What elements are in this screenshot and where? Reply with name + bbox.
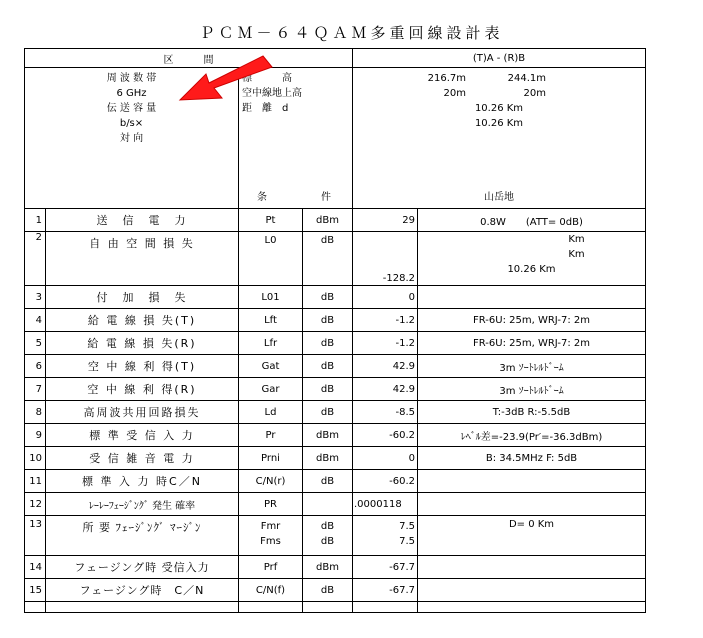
row-item: 送 信 電 力 <box>46 209 239 232</box>
row-number: 7 <box>25 378 46 401</box>
capacity-label: 伝 送 容 量 <box>106 103 157 114</box>
row-item: フェージング時 受信入力 <box>46 556 239 579</box>
row-value: -60.2 <box>353 470 418 493</box>
row-symbol: C/N(f) <box>239 579 303 602</box>
row-note: 3m ｿｰﾄﾚﾙﾄﾞｰﾑ <box>418 378 646 401</box>
row-unit: dB <box>303 232 353 286</box>
row-number: 8 <box>25 401 46 424</box>
distance-label: 距 離 d <box>242 103 289 114</box>
row-item: 自 由 空 間 損 失 <box>46 232 239 286</box>
row-value: 29 <box>353 209 418 232</box>
row-symbol: PR <box>239 493 303 516</box>
row-symbol: Pr <box>239 424 303 447</box>
row-number: 14 <box>25 556 46 579</box>
note-line: Km <box>568 249 585 260</box>
row-number: 6 <box>25 355 46 378</box>
row-note: D= 0 Km <box>418 516 646 556</box>
row-item: 所 要 ﾌｪｰｼﾞﾝｸﾞ ﾏｰｼﾞﾝ <box>46 516 239 556</box>
row-number: 3 <box>25 286 46 309</box>
distance-value-2: 10.26 Km <box>474 118 524 129</box>
row-unit: dBm <box>303 556 353 579</box>
row-note: 0.8W (ATT= 0dB) <box>418 209 646 232</box>
row-unit: dB <box>303 470 353 493</box>
note-line: Km <box>568 234 585 245</box>
row-item: 付 加 損 失 <box>46 286 239 309</box>
row-item: 給 電 線 損 失(T) <box>46 309 239 332</box>
row-symbol: Gat <box>239 355 303 378</box>
row-symbol: Lfr <box>239 332 303 355</box>
unit-line: dB <box>320 535 335 547</box>
row-note: ﾚﾍﾞﾙ差=-23.9(Pr′=-36.3dBm) <box>418 424 646 447</box>
row-item: ﾚｰﾚｰﾌｪｰｼﾞﾝｸﾞ 発生 確率 <box>46 493 239 516</box>
row-unit: dBm <box>303 447 353 470</box>
row-value: -1.2 <box>353 309 418 332</box>
row-item: フェージング時 C／N <box>46 579 239 602</box>
elev-a: 216.7m <box>427 73 466 84</box>
row-number: 2 <box>25 232 46 286</box>
row-item: 標 準 入 力 時C／N <box>46 470 239 493</box>
row-item: 給 電 線 損 失(R) <box>46 332 239 355</box>
row-value: 42.9 <box>353 378 418 401</box>
row-note: 3m ｿｰﾄﾚﾙﾄﾞｰﾑ <box>418 355 646 378</box>
row-note: FR-6U: 25m, WRJ-7: 2m <box>418 309 646 332</box>
row-symbol: Pt <box>239 209 303 232</box>
row-symbol: Gar <box>239 378 303 401</box>
row-symbol: C/N(r) <box>239 470 303 493</box>
elevation-label: 標 高 <box>242 73 292 84</box>
row-number: 10 <box>25 447 46 470</box>
row-number: 5 <box>25 332 46 355</box>
route-label: (T)A - (R)B <box>353 49 646 68</box>
row-unit: dBm <box>303 424 353 447</box>
row-item: 空 中 線 利 得(R) <box>46 378 239 401</box>
ant-b: 20m <box>523 88 546 99</box>
row-value: -67.7 <box>353 556 418 579</box>
value-line: 7.5 <box>399 535 415 547</box>
row-value: -67.7 <box>353 579 418 602</box>
distance-value: 10.26 Km <box>474 103 524 114</box>
row-number: 13 <box>25 516 46 556</box>
value-line: 7.5 <box>399 520 415 532</box>
page-title: ＰＣＭ－６４ＱＡＭ多重回線設計表 <box>199 24 504 42</box>
row-number: 1 <box>25 209 46 232</box>
symbol-line: Fms <box>260 535 281 547</box>
row-number: 15 <box>25 579 46 602</box>
row-symbol: Prf <box>239 556 303 579</box>
row-number: 9 <box>25 424 46 447</box>
row-value: -8.5 <box>353 401 418 424</box>
row-note: FR-6U: 25m, WRJ-7: 2m <box>418 332 646 355</box>
freq-band-label: 周 波 数 帯 <box>106 73 157 84</box>
condition-label-2: 件 <box>321 192 331 203</box>
row-unit: dB <box>303 332 353 355</box>
row-unit: dB <box>303 286 353 309</box>
row-item: 受 信 雑 音 電 力 <box>46 447 239 470</box>
row-unit: dB <box>303 355 353 378</box>
row-number: 12 <box>25 493 46 516</box>
row-unit: dB <box>303 579 353 602</box>
antenna-height-label: 空中線地上高 <box>242 88 302 99</box>
capacity-value: b/s× <box>119 118 144 129</box>
row-value: .0000118 <box>353 493 418 516</box>
row-unit: dBm <box>303 209 353 232</box>
row-number: 11 <box>25 470 46 493</box>
row-value: -60.2 <box>353 424 418 447</box>
note-line: 10.26 Km <box>507 264 556 275</box>
facing-label: 対 向 <box>119 133 144 144</box>
freq-value: 6 GHz <box>116 88 147 99</box>
symbol-line: Fmr <box>260 520 281 532</box>
elev-b: 244.1m <box>507 73 546 84</box>
row-item: 高周波共用回路損失 <box>46 401 239 424</box>
row-value: 0 <box>353 447 418 470</box>
row-symbol: Lft <box>239 309 303 332</box>
row-symbol: L0 <box>239 232 303 286</box>
row-value: 0 <box>353 286 418 309</box>
unit-line: dB <box>320 520 335 532</box>
row-item: 標 準 受 信 入 力 <box>46 424 239 447</box>
row-item: 空 中 線 利 得(T) <box>46 355 239 378</box>
row-unit: dB <box>303 378 353 401</box>
terrain-label: 山岳地 <box>484 192 514 203</box>
row-unit: dB <box>303 309 353 332</box>
condition-label: 条 <box>257 192 267 203</box>
row-unit: dB <box>303 401 353 424</box>
row-value: -128.2 <box>353 232 418 286</box>
ant-a: 20m <box>443 88 466 99</box>
row-symbol: L01 <box>239 286 303 309</box>
row-value: -1.2 <box>353 332 418 355</box>
row-symbol: Ld <box>239 401 303 424</box>
row-number: 4 <box>25 309 46 332</box>
row-symbol: Prni <box>239 447 303 470</box>
row-value: 42.9 <box>353 355 418 378</box>
row-note: T:-3dB R:-5.5dB <box>418 401 646 424</box>
row-note: B: 34.5MHz F: 5dB <box>418 447 646 470</box>
section-label: 区 間 <box>25 49 353 68</box>
